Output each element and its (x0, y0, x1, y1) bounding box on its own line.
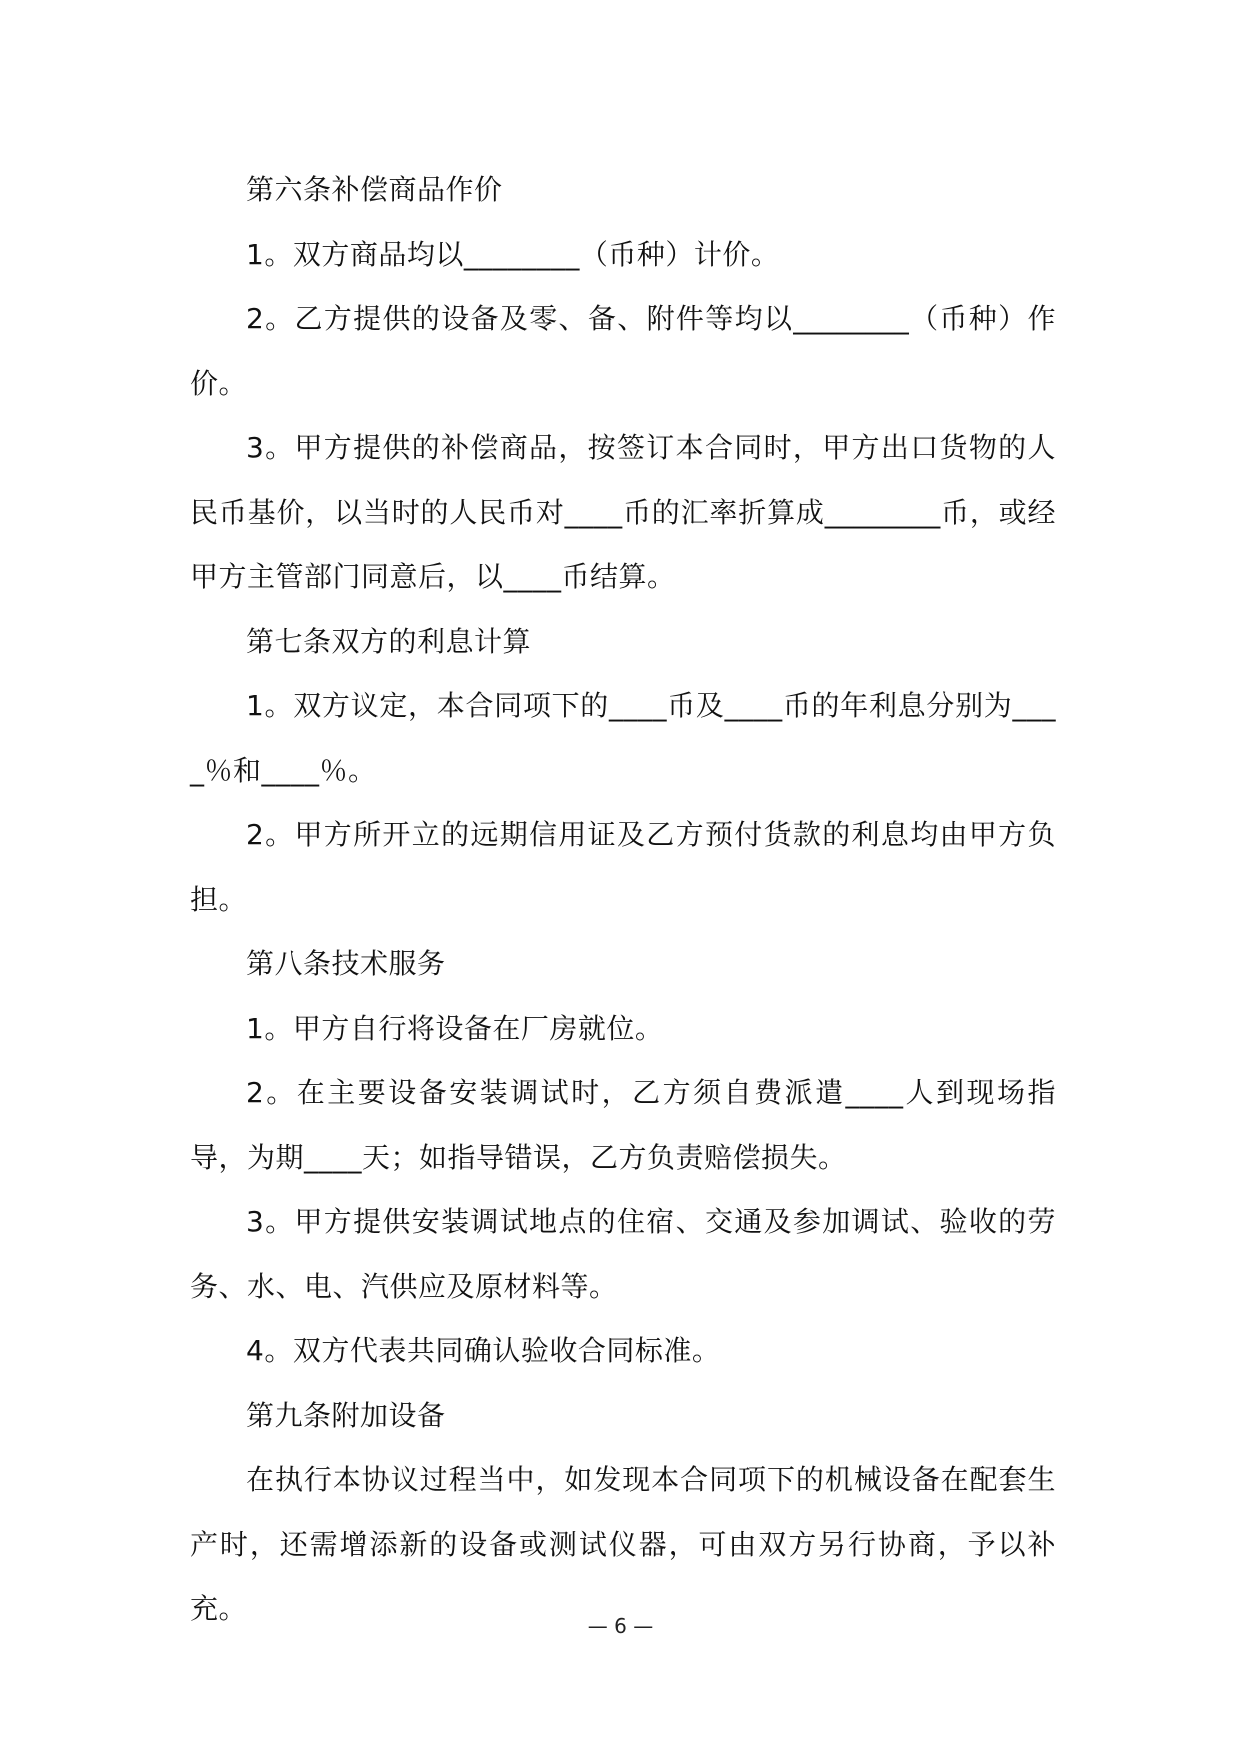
article-8-clause-3: 3。甲方提供安装调试地点的住宿、交通及参加调试、验收的劳务、水、电、汽供应及原材料等。 (190, 1205, 1056, 1303)
article-7-clause-1: 1。双方议定，本合同项下的____币及____币的年利息分别为____％和____％。 (190, 689, 1056, 787)
article-8-clause-4: 4。双方代表共同确认验收合同标准。 (246, 1334, 721, 1367)
article-6-clause-3: 3。甲方提供的补偿商品，按签订本合同时，甲方出口货物的人民币基价，以当时的人民币对____币的汇率折算成________币，或经甲方主管部门同意后，以____币结算。 (190, 431, 1056, 593)
article-6-heading: 第六条补偿商品作价 (246, 173, 503, 206)
document-body (190, 158, 1056, 1642)
article-8-clause-1: 1。甲方自行将设备在厂房就位。 (246, 1011, 664, 1045)
article-7-heading: 第七条双方的利息计算 (246, 624, 532, 658)
article-8-clause-2: 2。在主要设备安装调试时，乙方须自费派遣____人到现场指导，为期____天；如指导错误，乙方负责赔偿损失。 (190, 1076, 1056, 1174)
article-9-heading: 第九条附加设备 (246, 1398, 446, 1432)
page-number: — 6 — (587, 1614, 654, 1638)
article-6-clause-1: 1。双方商品均以________（币种）计价。 (246, 237, 780, 271)
article-9-body: 在执行本协议过程当中，如发现本合同项下的机械设备在配套生产时，还需增添新的设备或测试仪器，可由双方另行协商，予以补充。 (190, 1463, 1056, 1625)
article-7-clause-2: 2。甲方所开立的远期信用证及乙方预付货款的利息均由甲方负担。 (190, 818, 1056, 916)
article-6-clause-2: 2。乙方提供的设备及零、备、附件等均以________（币种）作价。 (190, 302, 1056, 400)
article-8-heading: 第八条技术服务 (246, 947, 446, 980)
